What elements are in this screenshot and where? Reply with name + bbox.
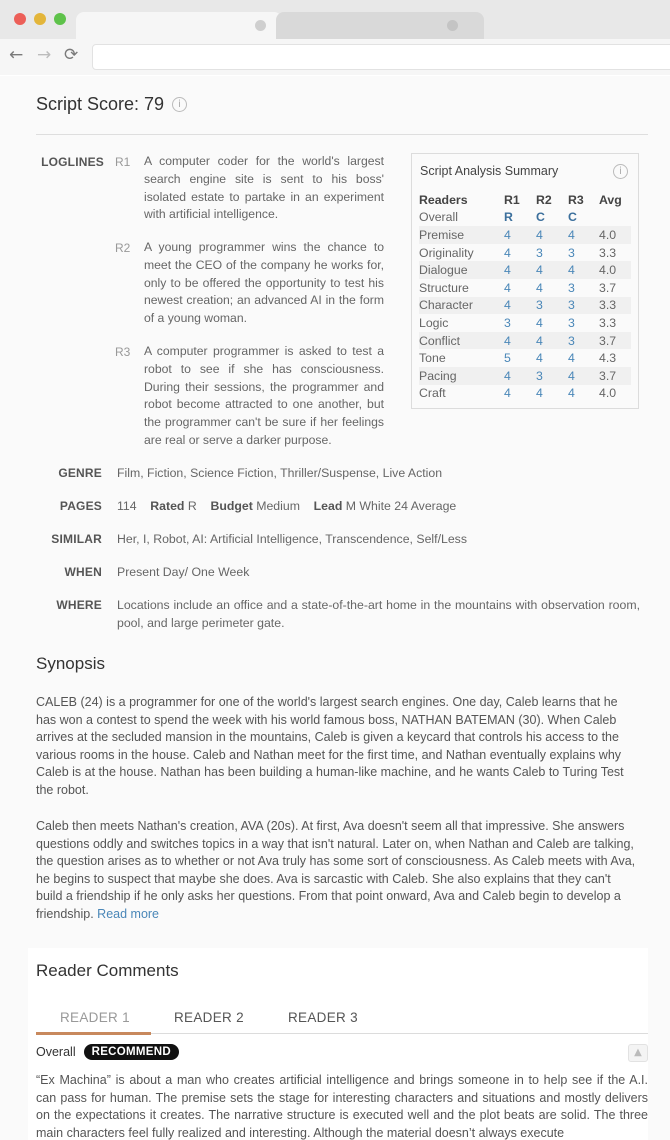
- rated-value: R: [187, 499, 197, 513]
- lead-value: M White 24 Average: [345, 499, 457, 513]
- summary-avg-cell: [595, 209, 631, 227]
- logline-reader-label: R3: [115, 345, 131, 359]
- synopsis-paragraph: [36, 818, 640, 924]
- summary-score-cell: 4: [504, 280, 511, 295]
- summary-score-cell: 3: [567, 297, 595, 315]
- reload-icon[interactable]: ⟳: [64, 45, 79, 65]
- tab-close-icon[interactable]: [255, 20, 266, 31]
- reader-comment-text: “Ex Machina” is about a man who creates artificial intelligence and brings someone in to help see if the A.I. can pass for human. The premise sets the stage for interesting characters and situations and mostly delivers on the expectations it creates. The narrative structure is executed well and the plot beats are solid. The three main characters feel fully realized and interesting. Although the material doesn’t always execute: [36, 1073, 648, 1140]
- window-controls: [14, 13, 66, 25]
- pages-details: [117, 497, 456, 515]
- budget-label: Budget: [210, 499, 253, 513]
- summary-avg-cell: 4.0: [595, 261, 631, 279]
- overall-rating: [36, 1044, 179, 1060]
- summary-score-cell: 4: [536, 386, 543, 401]
- navigation-bar: [0, 39, 670, 75]
- summary-score-cell: R2: [536, 192, 552, 207]
- summary-score-cell: 3: [568, 280, 575, 295]
- summary-score-cell: 3: [535, 367, 567, 385]
- summary-score-cell: R: [504, 210, 513, 225]
- logline-reader-label: R2: [115, 241, 131, 255]
- forward-arrow-icon[interactable]: →: [37, 45, 52, 65]
- tab-reader-3[interactable]: READER 3: [288, 1010, 358, 1025]
- genre-value: Film, Fiction, Science Fiction, Thriller/Suspense, Live Action: [117, 466, 443, 480]
- summary-score-cell: 4: [567, 226, 595, 244]
- close-window-button[interactable]: [14, 13, 26, 25]
- summary-avg-cell: 3.3: [595, 297, 631, 315]
- synopsis-paragraph: CALEB (24) is a programmer for one of the world's largest search engines. One day, Caleb learns that he has won a contest to spend the week with his world famous boss, NATHAN BATEMAN (30). When Caleb arrives at the secluded mansion in the mountains, Caleb is given a keycard that controls his access to the various rooms in the house. Caleb and Nathan meet for the first time, and Nathan eventually explains why Caleb is at the house. Nathan has been building a human-like machine, and he wants Caleb to Turing Test the robot.: [36, 695, 624, 797]
- summary-row: [419, 261, 631, 279]
- summary-row: [419, 367, 631, 385]
- summary-score-cell: 4: [568, 351, 575, 366]
- where-label: WHERE: [56, 598, 102, 612]
- summary-row: [419, 314, 631, 332]
- page-content: [0, 76, 670, 1140]
- summary-score-cell: 4: [503, 297, 535, 315]
- summary-title: Script Analysis Summary: [420, 164, 559, 178]
- back-arrow-icon[interactable]: ←: [9, 45, 24, 65]
- reader-tabs: [36, 1001, 648, 1034]
- active-tab-indicator: [36, 1032, 151, 1035]
- page-title: Script Score: 79: [36, 94, 165, 114]
- summary-score-cell: 3: [535, 297, 567, 315]
- summary-row-label: Premise: [419, 226, 503, 244]
- similar-value: Her, I, Robot, AI: Artificial Intelligence, Transcendence, Self/Less: [117, 532, 467, 546]
- summary-header-row: [419, 191, 631, 209]
- summary-avg-cell: 4.0: [595, 226, 631, 244]
- reader-comments-title: Reader Comments: [36, 961, 179, 980]
- rated-label: Rated: [150, 499, 185, 513]
- summary-score-cell: 4: [535, 332, 567, 350]
- address-bar[interactable]: [92, 44, 670, 70]
- summary-row-label: Character: [419, 297, 503, 315]
- summary-row-label: Tone: [419, 351, 446, 366]
- info-icon[interactable]: i: [172, 97, 187, 112]
- summary-row-label: Originality: [419, 245, 474, 260]
- overall-label: Overall: [36, 1045, 76, 1059]
- browser-tab-inactive[interactable]: [276, 12, 484, 39]
- info-icon[interactable]: i: [613, 164, 628, 179]
- summary-score-cell: 3: [568, 245, 575, 260]
- similar-label: SIMILAR: [51, 532, 102, 546]
- logline-text: A young programmer wins the chance to meet the CEO of the company he works for, only to be offered the opportunity to test his newest creation; an advanced AI in the form of a young woman.: [144, 240, 384, 326]
- summary-score-cell: R1: [504, 192, 520, 207]
- summary-avg-cell: 3.7: [595, 367, 631, 385]
- recommend-badge: RECOMMEND: [84, 1044, 179, 1060]
- logline-reader-label: R1: [115, 155, 131, 169]
- summary-score-cell: 4: [504, 386, 511, 401]
- genre-label: GENRE: [58, 466, 102, 480]
- summary-row: [419, 297, 631, 315]
- summary-row-label: Overall: [419, 210, 458, 225]
- summary-overall-row: [419, 209, 631, 227]
- browser-tab-active[interactable]: [76, 12, 282, 39]
- summary-avg-cell: Avg: [599, 192, 622, 207]
- logline-text: A computer coder for the world's largest search engine site is sent to his boss' isolated estate to partake in an experiment with artificial intelligence.: [144, 154, 384, 222]
- summary-table: [419, 191, 631, 402]
- summary-score-cell: 5: [504, 351, 511, 366]
- summary-row-label: Logic: [419, 315, 449, 330]
- read-more-link[interactable]: Read more: [97, 906, 160, 921]
- tab-close-icon[interactable]: [447, 20, 458, 31]
- summary-row: [419, 349, 631, 367]
- pages-label: PAGES: [59, 499, 102, 513]
- tab-reader-1[interactable]: READER 1: [60, 1010, 130, 1025]
- script-analysis-summary: [411, 153, 639, 409]
- summary-score-cell: 4: [567, 261, 595, 279]
- summary-score-cell: 4: [536, 351, 543, 366]
- minimize-window-button[interactable]: [34, 13, 46, 25]
- summary-avg-cell: 3.7: [595, 332, 631, 350]
- budget-value: Medium: [256, 499, 300, 513]
- summary-row: [419, 279, 631, 297]
- collapse-chevron-up-icon[interactable]: ▲: [628, 1044, 648, 1062]
- summary-row-label: Conflict: [419, 332, 503, 350]
- summary-score-cell: 3: [567, 332, 595, 350]
- script-score-header: [36, 94, 187, 115]
- summary-score-cell: 4: [568, 386, 575, 401]
- summary-row-label: Readers: [419, 192, 468, 207]
- summary-score-cell: 4: [503, 332, 535, 350]
- when-value: Present Day/ One Week: [117, 565, 250, 579]
- summary-avg-cell: 4.3: [599, 351, 617, 366]
- maximize-window-button[interactable]: [54, 13, 66, 25]
- summary-score-cell: 4: [535, 226, 567, 244]
- summary-avg-cell: 4.0: [599, 386, 617, 401]
- summary-row: [419, 226, 631, 244]
- summary-score-cell: 4: [503, 367, 535, 385]
- summary-score-cell: 4: [503, 226, 535, 244]
- summary-score-cell: R3: [568, 192, 584, 207]
- divider: [36, 134, 648, 135]
- where-value: Locations include an office and a state-of-the-art home in the mountains with observation room, pool, and large perimeter gate.: [117, 598, 640, 630]
- summary-score-cell: C: [536, 210, 545, 225]
- summary-score-cell: 3: [568, 315, 575, 330]
- summary-row-label: Dialogue: [419, 261, 503, 279]
- summary-score-cell: 4: [535, 261, 567, 279]
- summary-score-cell: 4: [503, 261, 535, 279]
- summary-score-cell: 3: [536, 245, 543, 260]
- summary-score-cell: 4: [567, 367, 595, 385]
- synopsis-paragraph-text: Caleb then meets Nathan's creation, AVA (20s). At first, Ava doesn't seem all that impressive. She answers questions oddly and switches topics in a way that isn't natural. Later on, when Nathan and Caleb are talking, the question arises as to whether or not Ava truly has some sort of consciousness. As Caleb meets with Ava, he begins to suspect that maybe she does. Ava is sarcastic with Caleb. She also explains that they can't build a friendship if he only asks her questions. From that point onward, Ava and Caleb begin to develop a friendship.: [36, 819, 636, 921]
- logline-text: A computer programmer is asked to test a robot to see if she has consciousness. During their sessions, the programmer and robot become attracted to one another, but the programmer can't be sure if her feelings are real or serve a darker purpose.: [144, 344, 384, 447]
- summary-avg-cell: 3.7: [599, 280, 617, 295]
- summary-score-cell: C: [568, 210, 577, 225]
- page-count: 114: [117, 499, 137, 513]
- summary-score-cell: 4: [504, 245, 511, 260]
- lead-label: Lead: [313, 499, 343, 513]
- tab-reader-2[interactable]: READER 2: [174, 1010, 244, 1025]
- summary-row-label: Craft: [419, 386, 446, 401]
- when-label: WHEN: [64, 565, 102, 579]
- summary-row-label: Pacing: [419, 367, 503, 385]
- summary-score-cell: 4: [536, 280, 543, 295]
- summary-row-label: Structure: [419, 280, 469, 295]
- summary-row: [419, 332, 631, 350]
- browser-chrome: [0, 0, 670, 75]
- summary-score-cell: 4: [536, 315, 543, 330]
- summary-score-cell: 3: [504, 315, 511, 330]
- summary-avg-cell: 3.3: [599, 245, 617, 260]
- summary-row: [419, 385, 631, 403]
- loglines-label: LOGLINES: [41, 155, 104, 169]
- synopsis-title: Synopsis: [36, 654, 105, 673]
- summary-row: [419, 244, 631, 262]
- summary-avg-cell: 3.3: [599, 315, 617, 330]
